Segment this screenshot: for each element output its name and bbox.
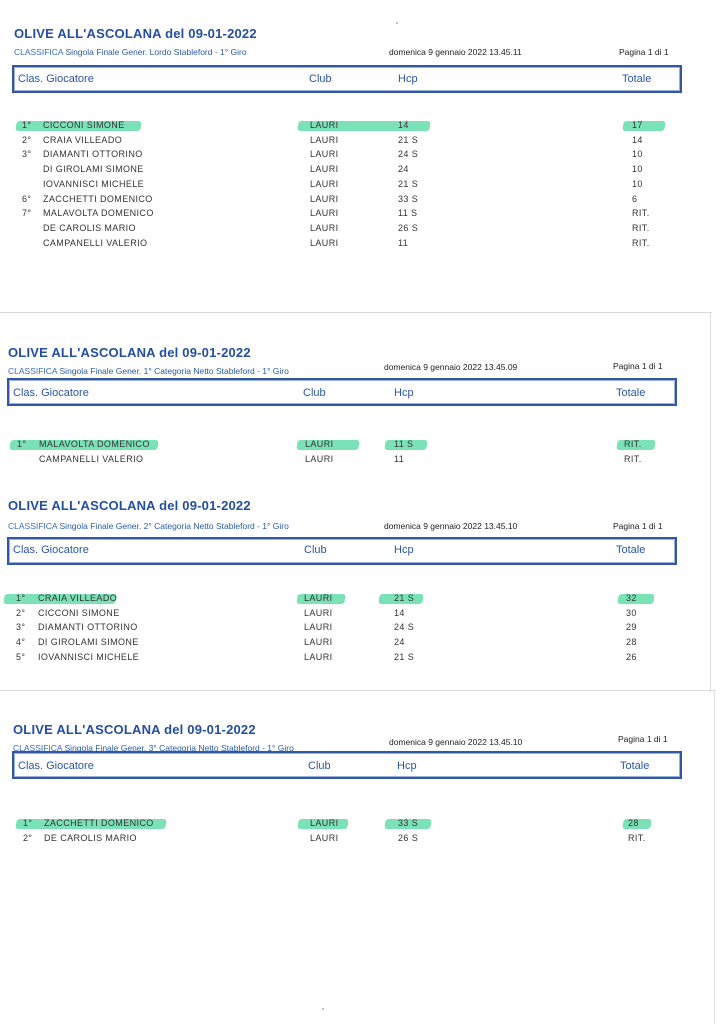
- table-row: [0, 637, 724, 651]
- handicap-cell: 33 S: [398, 193, 419, 204]
- club-cell: LAURI: [310, 193, 339, 204]
- total-cell: 6: [632, 193, 638, 204]
- handicap-cell: 21 S: [394, 593, 415, 603]
- subtitle-text: Singola Finale Gener. 3° Categoria Netto Stableford - 1° Giro: [64, 743, 294, 753]
- position-cell: 3°: [22, 149, 32, 160]
- page-edge: [714, 690, 715, 1024]
- total-cell: 26: [626, 651, 637, 662]
- total-cell: RIT.: [632, 208, 650, 219]
- table-row: [0, 622, 724, 636]
- total-cell: 10: [632, 164, 643, 175]
- header-clas-giocatore: Clas. Giocatore: [13, 387, 89, 399]
- club-cell: LAURI: [310, 237, 339, 248]
- player-name-cell: DIAMANTI OTTORINO: [43, 149, 143, 160]
- position-cell: 1°: [23, 818, 33, 828]
- handicap-cell: 24: [398, 164, 409, 175]
- table-row: [0, 223, 724, 237]
- event-title: OLIVE ALL'ASCOLANA del 09-01-2022: [8, 345, 251, 360]
- table-row: [0, 208, 724, 222]
- total-cell: 29: [626, 622, 637, 633]
- table-header-box: [7, 378, 677, 406]
- event-title: OLIVE ALL'ASCOLANA del 09-01-2022: [8, 498, 251, 513]
- handicap-cell: 33 S: [398, 818, 419, 828]
- player-name-cell: CICCONI SIMONE: [43, 120, 125, 130]
- position-cell: 7°: [22, 208, 32, 219]
- player-name-cell: CAMPANELLI VALERIO: [43, 237, 148, 248]
- classifica-label: CLASSIFICA: [13, 743, 63, 753]
- total-cell: 17: [632, 120, 643, 130]
- header-club: Club: [308, 760, 331, 772]
- table-row: [0, 439, 724, 453]
- club-cell: LAURI: [304, 607, 333, 618]
- subtitle-text: Singola Finale Gener. 2° Categoria Netto Stableford - 1° Giro: [59, 521, 289, 531]
- classification-subtitle: [8, 521, 289, 531]
- handicap-cell: 11 S: [398, 208, 418, 219]
- page-separator: [0, 312, 712, 313]
- header-totale: Totale: [620, 760, 650, 772]
- table-row: [0, 164, 724, 178]
- header-hcp: Hcp: [397, 760, 417, 772]
- table-row: [0, 608, 724, 622]
- position-cell: 5°: [16, 651, 26, 662]
- page-number: Pagina 1 di 1: [619, 47, 669, 57]
- table-row: [0, 149, 724, 163]
- total-cell: 14: [632, 134, 643, 145]
- club-cell: LAURI: [310, 208, 339, 219]
- club-cell: LAURI: [310, 222, 339, 233]
- handicap-cell: 26 S: [398, 833, 419, 843]
- position-cell: 1°: [17, 439, 27, 449]
- player-name-cell: IOVANNISCI MICHELE: [43, 178, 145, 189]
- classifica-label: CLASSIFICA: [8, 521, 58, 531]
- header-hcp: Hcp: [398, 73, 418, 85]
- classifica-label: CLASSIFICA: [14, 47, 64, 57]
- header-clas-giocatore: Clas. Giocatore: [18, 760, 94, 772]
- player-name-cell: CAMPANELLI VALERIO: [39, 454, 144, 464]
- handicap-cell: 24 S: [394, 622, 415, 633]
- club-cell: LAURI: [310, 120, 339, 130]
- handicap-cell: 21 S: [398, 178, 419, 189]
- event-title: OLIVE ALL'ASCOLANA del 09-01-2022: [13, 722, 256, 737]
- scan-speck: [396, 22, 398, 24]
- total-cell: 28: [626, 637, 637, 648]
- player-name-cell: DI GIROLAMI SIMONE: [43, 164, 144, 175]
- event-title: OLIVE ALL'ASCOLANA del 09-01-2022: [14, 26, 257, 41]
- header-clas-giocatore: Clas. Giocatore: [18, 73, 94, 85]
- player-name-cell: ZACCHETTI DOMENICO: [43, 193, 153, 204]
- scan-speck: [322, 1008, 324, 1010]
- club-cell: LAURI: [305, 454, 334, 464]
- player-name-cell: DE CAROLIS MARIO: [43, 222, 136, 233]
- club-cell: LAURI: [310, 134, 339, 145]
- position-cell: 4°: [16, 637, 26, 648]
- club-cell: LAURI: [304, 637, 333, 648]
- table-header-box: [12, 751, 682, 779]
- club-cell: LAURI: [304, 651, 333, 662]
- player-name-cell: IOVANNISCI MICHELE: [38, 651, 140, 662]
- table-row: [0, 652, 724, 666]
- classifica-label: CLASSIFICA: [8, 366, 58, 376]
- position-cell: 6°: [22, 193, 32, 204]
- total-cell: RIT.: [632, 222, 650, 233]
- page-separator: [0, 690, 716, 691]
- player-name-cell: DE CAROLIS MARIO: [44, 833, 137, 843]
- print-datetime: domenica 9 gennaio 2022 13.45.10: [384, 521, 518, 531]
- player-name-cell: MALAVOLTA DOMENICO: [39, 439, 150, 449]
- table-row: [0, 135, 724, 149]
- table-row: [0, 120, 724, 134]
- header-club: Club: [309, 73, 332, 85]
- total-cell: 32: [626, 593, 637, 603]
- table-header-box: [7, 537, 677, 565]
- position-cell: 1°: [22, 120, 32, 130]
- position-cell: 2°: [23, 833, 33, 843]
- table-row: [0, 818, 724, 832]
- player-name-cell: DIAMANTI OTTORINO: [38, 622, 138, 633]
- subtitle-text: Singola Finale Gener. 1° Categoria Netto Stableford - 1° Giro: [59, 366, 289, 376]
- table-row: [0, 833, 724, 847]
- player-name-cell: CICCONI SIMONE: [38, 607, 120, 618]
- position-cell: 3°: [16, 622, 26, 633]
- position-cell: 1°: [16, 593, 26, 603]
- header-hcp: Hcp: [394, 387, 414, 399]
- club-cell: LAURI: [304, 593, 333, 603]
- total-cell: RIT.: [624, 454, 642, 464]
- player-name-cell: CRAIA VILLEADO: [38, 593, 118, 603]
- club-cell: LAURI: [310, 149, 339, 160]
- header-totale: Totale: [616, 387, 646, 399]
- table-row: [0, 454, 724, 468]
- handicap-cell: 11 S: [394, 439, 414, 449]
- table-row: [0, 194, 724, 208]
- position-cell: 2°: [22, 134, 32, 145]
- total-cell: RIT.: [632, 237, 650, 248]
- page-number: Pagina 1 di 1: [613, 521, 663, 531]
- print-datetime: domenica 9 gennaio 2022 13.45.09: [384, 362, 518, 372]
- player-name-cell: MALAVOLTA DOMENICO: [43, 208, 154, 219]
- club-cell: LAURI: [310, 178, 339, 189]
- handicap-cell: 21 S: [394, 651, 415, 662]
- total-cell: RIT.: [628, 833, 646, 843]
- table-row: [0, 179, 724, 193]
- total-cell: RIT.: [624, 439, 642, 449]
- classification-subtitle: [14, 47, 247, 57]
- handicap-cell: 14: [398, 120, 409, 130]
- player-name-cell: CRAIA VILLEADO: [43, 134, 123, 145]
- club-cell: LAURI: [310, 818, 339, 828]
- handicap-cell: 11: [398, 237, 409, 248]
- handicap-cell: 21 S: [398, 134, 419, 145]
- header-totale: Totale: [616, 544, 646, 556]
- table-header-box: [12, 65, 682, 93]
- total-cell: 10: [632, 178, 643, 189]
- table-row: [0, 238, 724, 252]
- handicap-cell: 14: [394, 607, 405, 618]
- club-cell: LAURI: [310, 833, 339, 843]
- subtitle-text: Singola Finale Gener. Lordo Stableford - 1° Giro: [65, 47, 247, 57]
- table-row: [0, 593, 724, 607]
- position-cell: 2°: [16, 607, 26, 618]
- handicap-cell: 26 S: [398, 222, 419, 233]
- total-cell: 30: [626, 607, 637, 618]
- total-cell: 28: [628, 818, 639, 828]
- handicap-cell: 11: [394, 454, 405, 464]
- header-totale: Totale: [622, 73, 652, 85]
- header-hcp: Hcp: [394, 544, 414, 556]
- club-cell: LAURI: [305, 439, 334, 449]
- handicap-cell: 24 S: [398, 149, 419, 160]
- page-number: Pagina 1 di 1: [618, 734, 668, 744]
- page-number: Pagina 1 di 1: [613, 361, 663, 371]
- handicap-cell: 24: [394, 637, 405, 648]
- print-datetime: domenica 9 gennaio 2022 13.45.11: [389, 47, 522, 57]
- player-name-cell: DI GIROLAMI SIMONE: [38, 637, 139, 648]
- classification-subtitle: [8, 366, 289, 376]
- club-cell: LAURI: [310, 164, 339, 175]
- header-club: Club: [304, 544, 327, 556]
- club-cell: LAURI: [304, 622, 333, 633]
- print-datetime: domenica 9 gennaio 2022 13.45.10: [389, 737, 523, 747]
- header-club: Club: [303, 387, 326, 399]
- header-clas-giocatore: Clas. Giocatore: [13, 544, 89, 556]
- player-name-cell: ZACCHETTI DOMENICO: [44, 818, 154, 828]
- total-cell: 10: [632, 149, 643, 160]
